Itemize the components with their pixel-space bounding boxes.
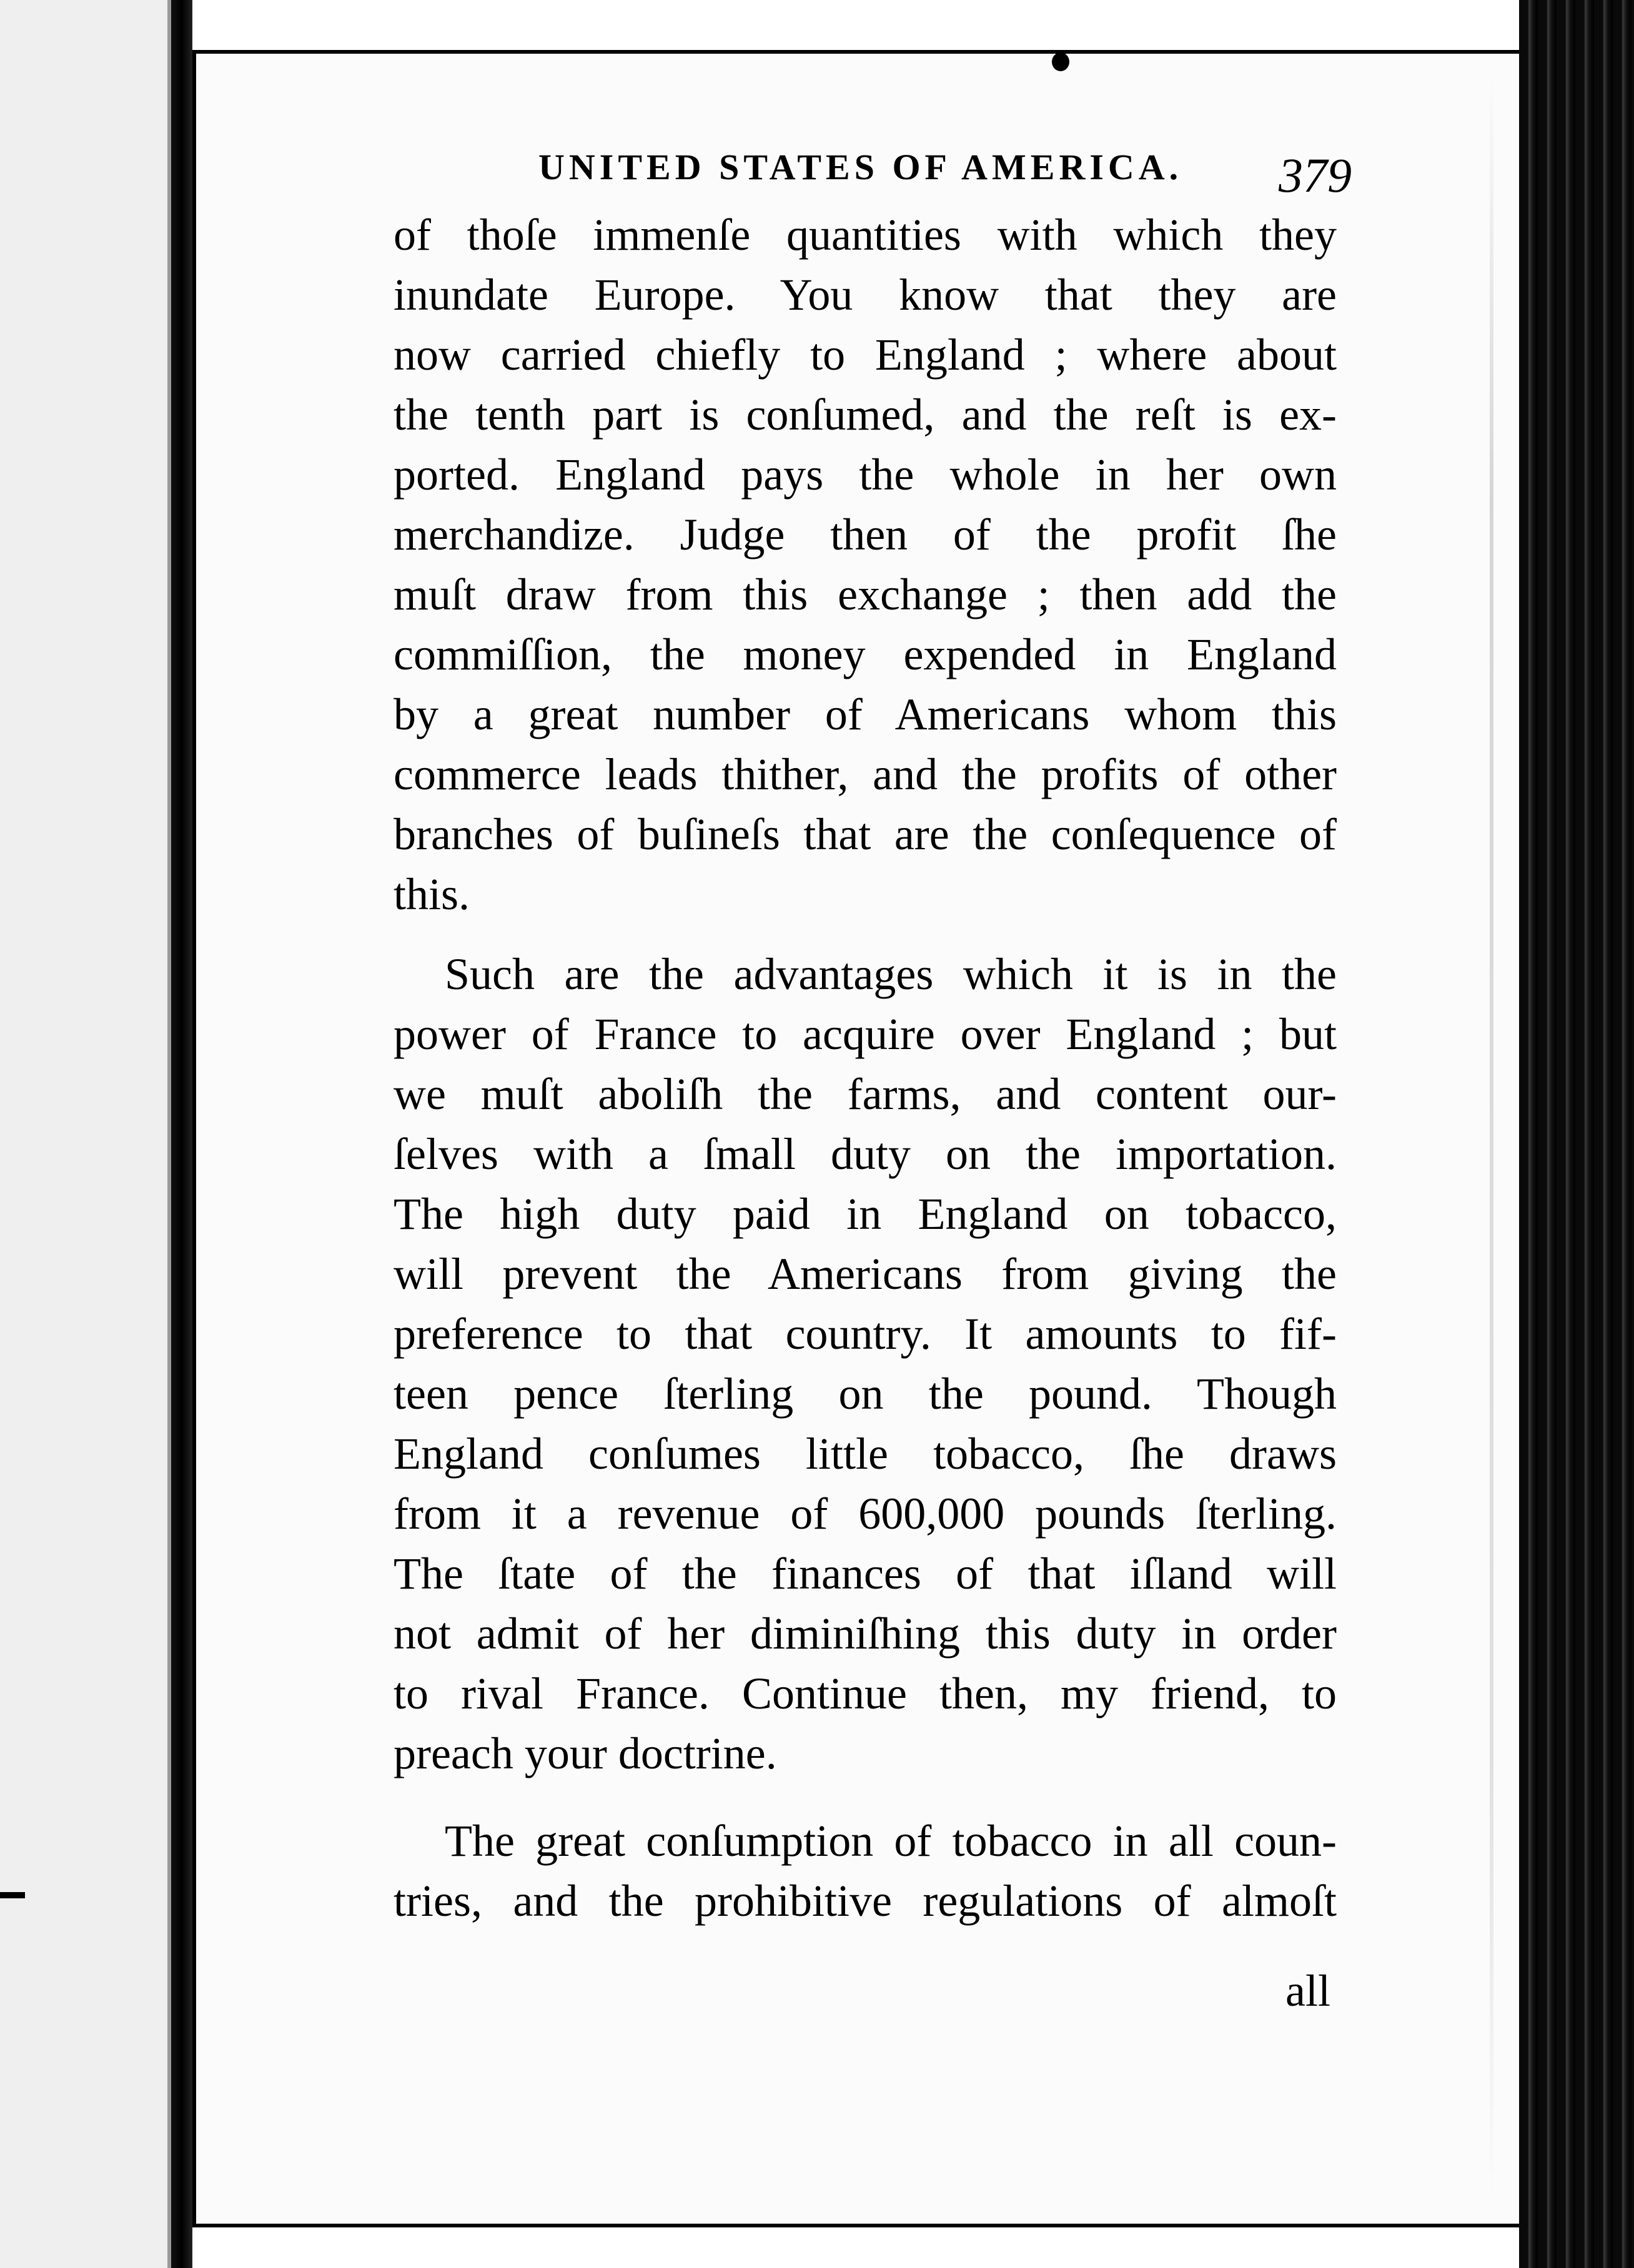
text-line: from it a revenue of 600,000 pounds ſterling. [394,1489,1337,1539]
margin-mark [0,1892,25,1898]
text-line: teen pence ſterling on the pound. Though [394,1369,1337,1419]
text-line: Such are the advantages which it is in the [445,949,1337,999]
text-line: the tenth part is conſumed, and the reſt is ex- [394,390,1337,440]
page-number: 379 [1279,148,1352,202]
text-line: tries, and the prohibitive regulations of almoſt [394,1876,1337,1926]
page-edges-right [1519,0,1634,2268]
text-line: preference to that country. It amounts to fif- [394,1309,1337,1359]
text-line: commerce leads thither, and the profits of other [394,749,1337,799]
text-line: now carried chiefly to England ; where about [394,330,1337,380]
ink-blot [1052,52,1069,71]
text-line: England conſumes little tobacco, ſhe draws [394,1429,1337,1479]
text-line: by a great number of Americans whom this [394,689,1337,739]
text-line: The great conſumption of tobacco in all coun- [445,1816,1337,1866]
text-line: preach your doctrine. [394,1728,777,1778]
text-line: power of France to acquire over England ; but [394,1009,1337,1059]
text-line: to rival France. Continue then, my friend, to [394,1669,1337,1718]
text-line: branches of buſineſs that are the conſequence of [394,809,1337,859]
text-line: commiſſion, the money expended in England [394,629,1337,679]
page-bleed-through [1490,75,1493,2198]
text-line: inundate Europe. You know that they are [394,270,1337,320]
text-line: we muſt aboliſh the farms, and content our- [394,1069,1337,1119]
text-line: The ſtate of the finances of that iſland will [394,1549,1337,1599]
running-title: UNITED STATES OF AMERICA. [538,147,1183,187]
catchword: all [1285,1966,1330,2016]
text-line: of thoſe immenſe quantities with which they [394,210,1337,260]
text-line: this. [394,869,470,919]
text-line: ſelves with a ſmall duty on the importation. [394,1129,1337,1179]
text-line: muſt draw from this exchange ; then add the [394,569,1337,619]
text-line: merchandize. Judge then of the profit ſhe [394,510,1337,560]
text-line: not admit of her diminiſhing this duty in order [394,1609,1337,1659]
text-line: The high duty paid in England on tobacco, [394,1189,1337,1239]
facing-page-left [0,0,171,2268]
text-line: ported. England pays the whole in her own [394,450,1337,500]
book-gutter [171,0,192,2268]
text-line: will prevent the Americans from giving the [394,1249,1337,1299]
